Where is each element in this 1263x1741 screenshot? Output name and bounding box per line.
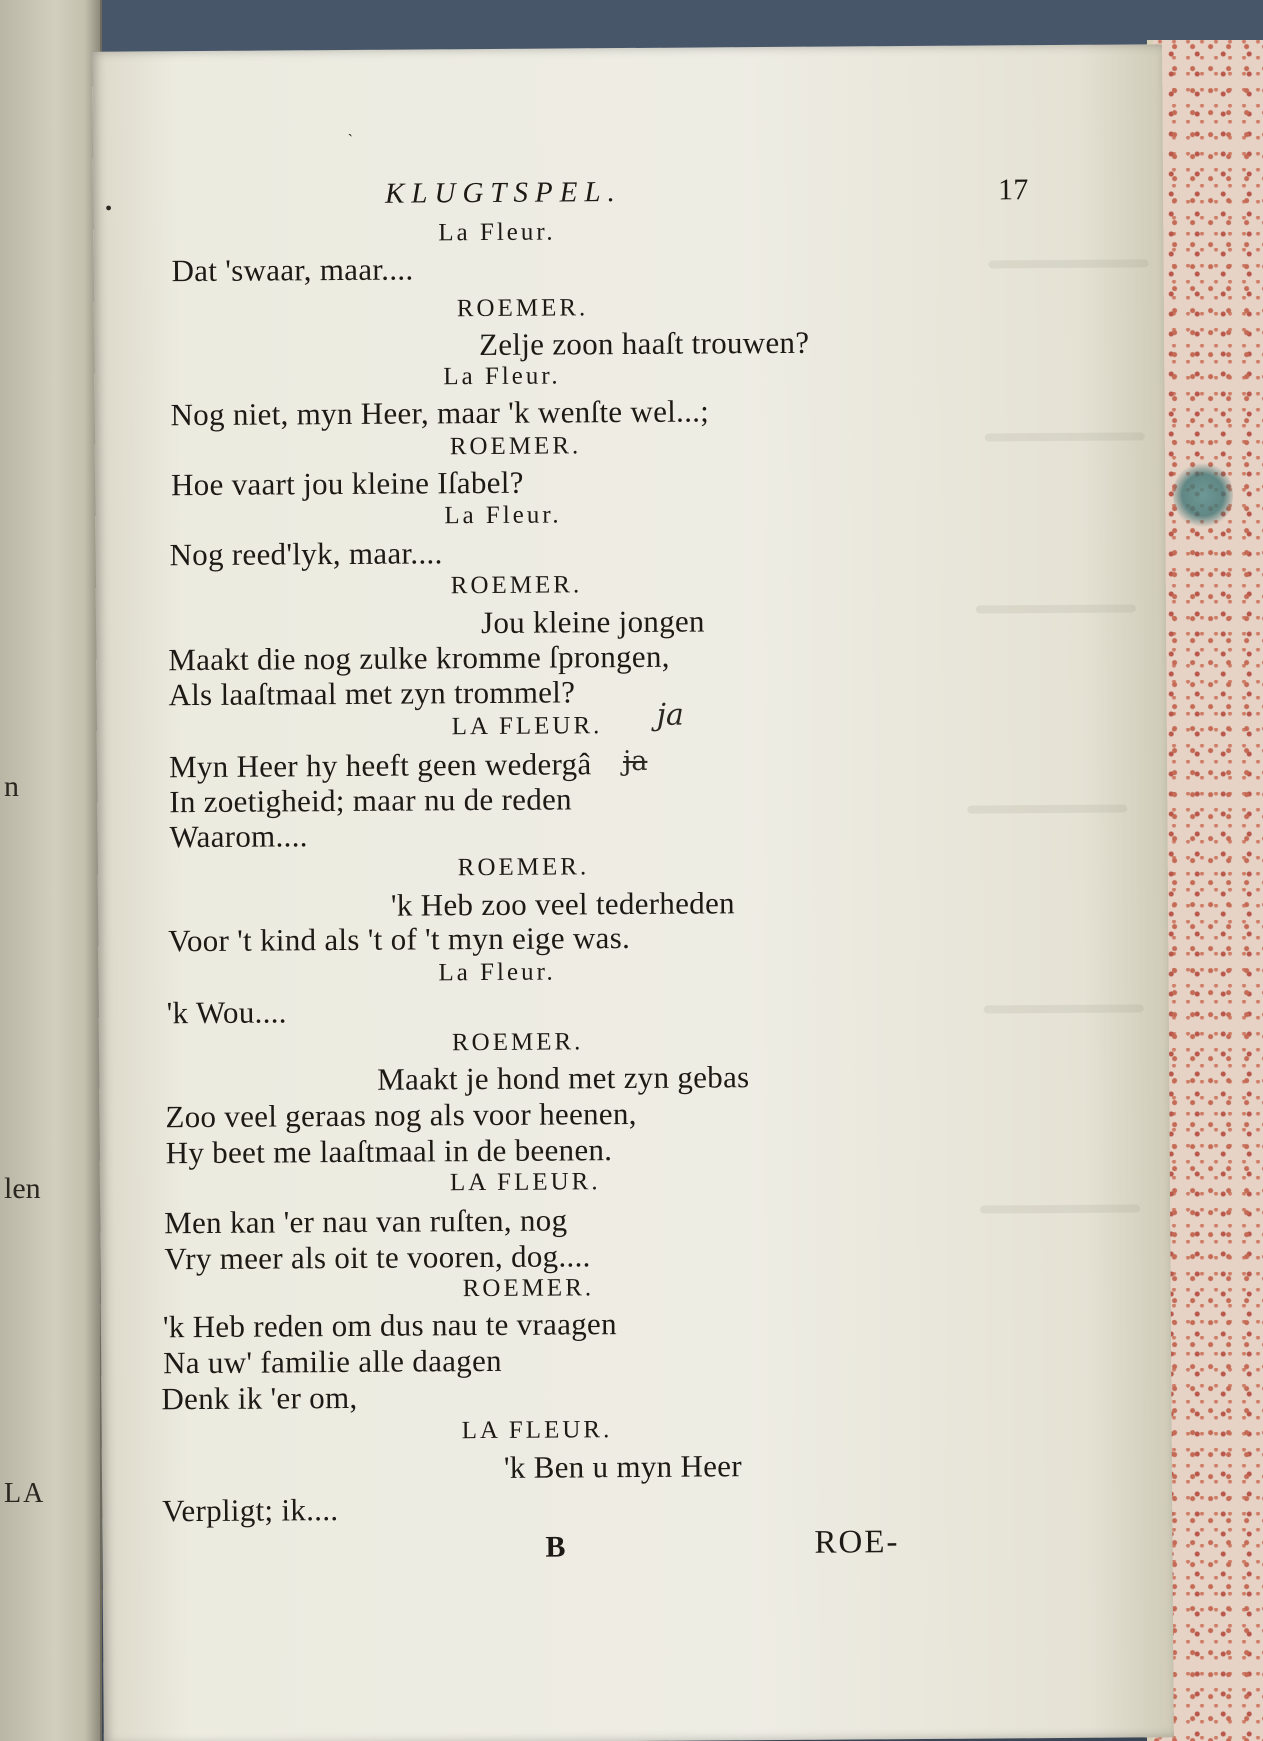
handwritten-annotation: ja (656, 697, 684, 733)
speaker-name: ROEMER. (462, 1274, 595, 1303)
verse-line: Zoo veel geraas nog als voor heenen, (165, 1095, 637, 1135)
verse-line: Verpligt; ik.... (162, 1492, 339, 1529)
verse-line: Dat 'swaar, maar.... (171, 251, 414, 289)
signature-mark: B (545, 1530, 566, 1564)
bleed-through (976, 604, 1136, 613)
catchword: ROE- (814, 1524, 900, 1561)
verse-line: Nog reed'lyk, maar.... (169, 535, 443, 573)
bleed-through (984, 1004, 1144, 1013)
speaker-name: La Fleur. (443, 362, 561, 391)
verse-line: Hy beet me laaſtmaal in de beenen. (165, 1132, 613, 1171)
verse-line: Denk ik 'er om, (161, 1379, 358, 1417)
speaker-name: ROEMER. (451, 1028, 584, 1057)
verse-line: 'k Heb reden om dus nau te vraagen (162, 1306, 617, 1345)
speaker-name: La Fleur. (438, 218, 556, 247)
book-page (92, 44, 1174, 1741)
verse-line: 'k Heb zoo veel tederheden (390, 885, 735, 923)
cover-stain (1173, 460, 1233, 530)
verse-line: Als laaſtmaal met zyn trommel? (168, 674, 576, 713)
verse-line: In zoetigheid; maar nu de reden (169, 781, 573, 820)
speaker-name: LA FLEUR. (461, 1416, 613, 1445)
verse-line: Waarom.... (169, 818, 308, 855)
verse-line: Na uw' familie alle daagen (163, 1342, 503, 1381)
verse-line: Maakt die nog zulke kromme ſprongen, (168, 638, 670, 678)
ink-dot: • (105, 197, 113, 220)
verse-line: Maakt je hond met zyn gebas (377, 1059, 750, 1097)
speaker-name: ROEMER. (449, 432, 582, 461)
verse-line: Jou kleine jongen (480, 603, 705, 641)
verse-line: 'k Ben u myn Heer (503, 1448, 742, 1485)
verse-line: Vry meer als oit te vooren, dog.... (164, 1238, 591, 1277)
verse-line: 'k Wou.... (166, 994, 287, 1031)
bleed-through (980, 1204, 1140, 1213)
bleed-through (985, 432, 1145, 441)
struck-word: ja (622, 745, 648, 778)
verse-line: Myn Heer hy heeft geen wedergâ (168, 746, 592, 785)
verse-line: Nog niet, myn Heer, maar 'k wenſte wel...; (170, 393, 710, 433)
speaker-name: LA FLEUR. (451, 712, 603, 741)
speaker-name: ROEMER. (450, 571, 583, 600)
speaker-name: La Fleur. (438, 958, 556, 987)
page-number: 17 (997, 173, 1029, 207)
left-page-catchword: LA (4, 1478, 46, 1509)
speaker-name: La Fleur. (444, 501, 562, 530)
speaker-name: LA FLEUR. (449, 1168, 601, 1197)
verse-line: Voor 't kind als 't of 't myn eige was. (168, 920, 631, 959)
left-page-edge (0, 0, 102, 1741)
speaker-name: ROEMER. (457, 853, 590, 882)
speaker-name: ROEMER. (456, 294, 589, 323)
verse-line: Zelje zoon haaſt trouwen? (478, 324, 810, 363)
running-header: KLUGTSPEL. (384, 176, 622, 210)
left-page-fragment-top: n (4, 770, 19, 803)
verse-line: Hoe vaart jou kleine Iſabel? (170, 464, 524, 503)
verse-line: Men kan 'er nau van ruſten, nog (164, 1202, 568, 1241)
bleed-through (988, 259, 1148, 268)
bleed-through (967, 805, 1127, 814)
ink-mark: ˎ (347, 119, 353, 137)
left-page-fragment-mid: len (4, 1172, 41, 1205)
